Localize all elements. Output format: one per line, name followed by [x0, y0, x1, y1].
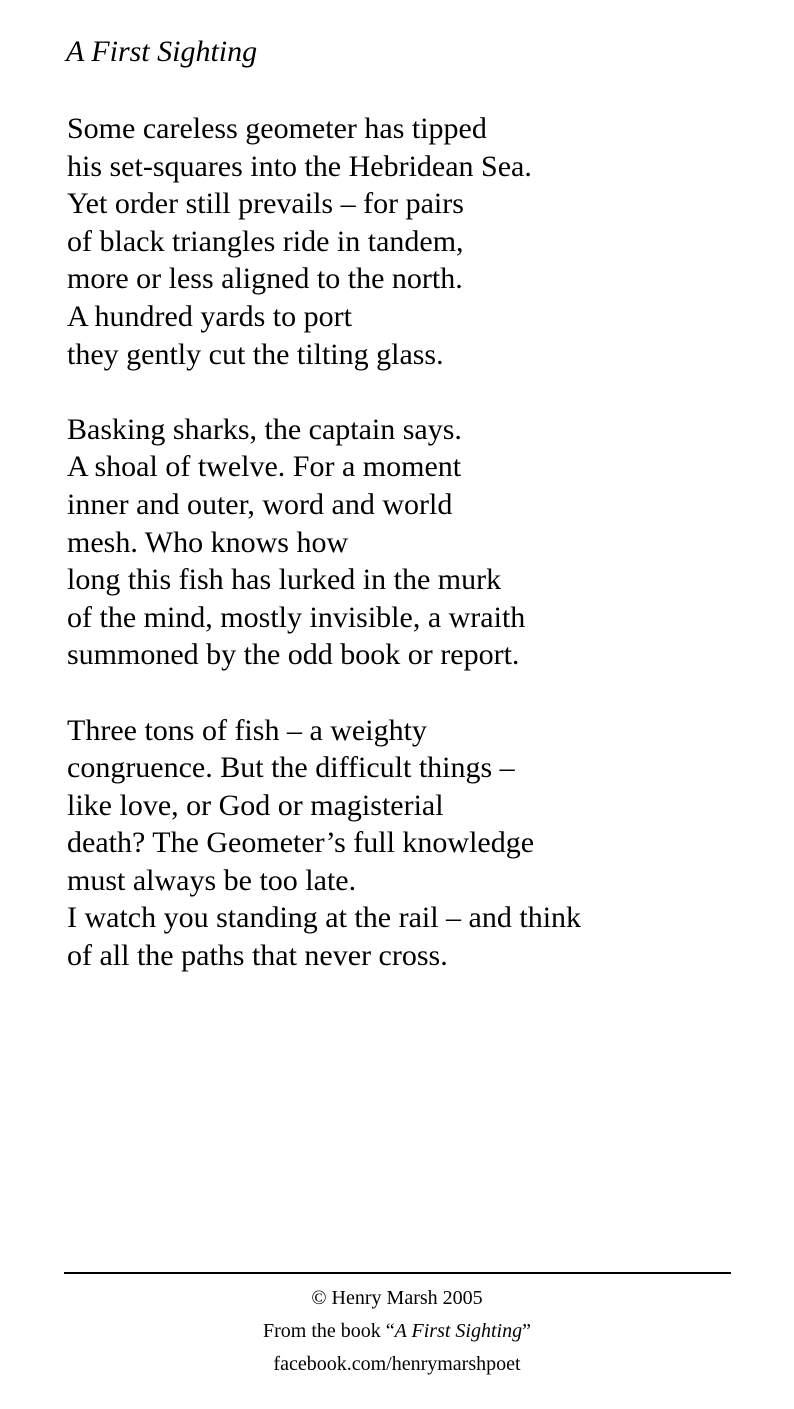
facebook-link: facebook.com/henrymarshpoet	[273, 1353, 521, 1375]
book-credit-prefix: From the book “	[263, 1320, 395, 1342]
book-credit-suffix: ”	[522, 1320, 531, 1342]
footer-divider	[64, 1272, 731, 1274]
poem-line: A hundred yards to port	[67, 299, 352, 333]
poem-line: must always be too late.	[67, 863, 357, 897]
poem-line: of the mind, mostly invisible, a wraith	[67, 600, 526, 634]
poem-line: more or less aligned to the north.	[67, 262, 463, 296]
poem-line: I watch you standing at the rail – and think	[67, 901, 582, 935]
stanza-1	[67, 110, 581, 373]
book-credit	[0, 1319, 794, 1343]
poem-line: long this fish has lurked in the murk	[67, 563, 502, 597]
poem-line: Basking sharks, the captain says.	[67, 412, 462, 446]
stanza-3	[67, 712, 581, 975]
stanza-2	[67, 411, 581, 674]
poem-line: mesh. Who knows how	[67, 525, 349, 559]
poem-line: of all the paths that never cross.	[67, 939, 448, 973]
poem-line: summoned by the odd book or report.	[67, 638, 520, 672]
poem-line: like love, or God or magisterial	[67, 788, 444, 822]
poem-line: his set-squares into the Hebridean Sea.	[67, 149, 532, 183]
copyright-notice: © Henry Marsh 2005	[311, 1287, 483, 1309]
poem-line: congruence. But the difficult things –	[67, 751, 515, 785]
poem-line: inner and outer, word and world	[67, 487, 453, 521]
poem-line: they gently cut the tilting glass.	[67, 337, 444, 371]
poem-title: A First Sighting	[66, 35, 258, 68]
poem-line: A shoal of twelve. For a moment	[67, 450, 462, 484]
poem-line: of black triangles ride in tandem,	[67, 224, 464, 258]
poem-line: Some careless geometer has tipped	[67, 112, 487, 145]
book-title: A First Sighting	[394, 1320, 523, 1342]
poem-line: Three tons of fish – a weighty	[67, 713, 427, 747]
poem-line: death? The Geometer’s full knowledge	[67, 826, 535, 860]
poem-line: Yet order still prevails – for pairs	[67, 187, 464, 221]
poem-body	[67, 110, 581, 1012]
